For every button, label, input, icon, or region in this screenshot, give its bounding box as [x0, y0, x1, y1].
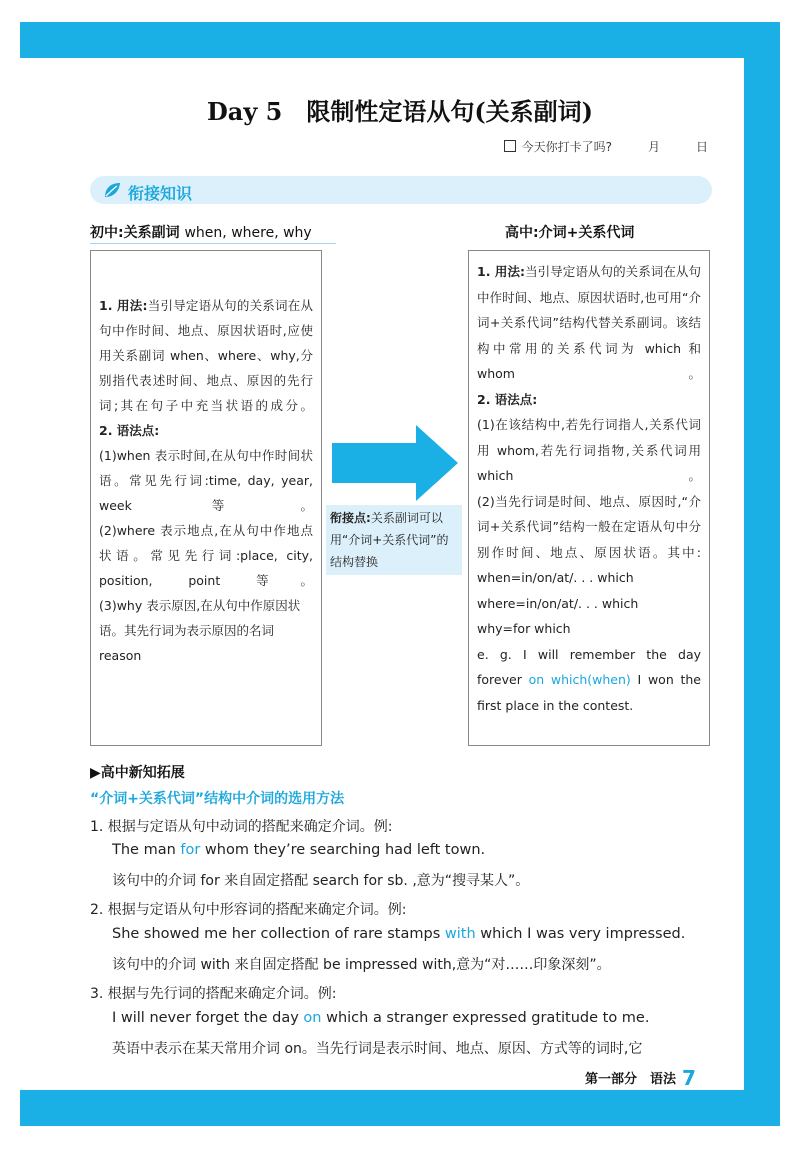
senior-heading: 高中:介词+关系代词	[505, 225, 635, 241]
senior-example-highlight: on which(when)	[528, 672, 631, 687]
extension-heading: ▶高中新知拓展	[90, 765, 185, 781]
rule-1-example-highlight: for	[180, 842, 201, 858]
bridge-note	[326, 505, 462, 575]
rule-1-note: 该句中的介词 for 来自固定搭配 search for sb. ,意为“搜寻某人”。	[112, 873, 530, 889]
rule-3-example-pre: I will never forget the day	[112, 1010, 304, 1026]
page-frame-bottom	[20, 1090, 780, 1126]
senior-usage-label: 1. 用法:	[477, 264, 526, 279]
junior-usage-label: 1. 用法:	[99, 298, 148, 313]
junior-usage-text: 当引导定语从句的关系词在从句中作时间、地点、原因状语时,应使用关系副词 when、where、why,分别指代表述时间、地点、原因的先行词;其在句子中充当状语的成分。	[99, 298, 313, 413]
extension-title: “介词+关系代词”结构中介词的选用方法	[90, 791, 345, 807]
section-header	[90, 176, 712, 204]
senior-grammar-label: 2. 语法点:	[477, 391, 538, 407]
checkin-month: 月	[647, 140, 660, 154]
checkin-text: 今天你打卡了吗?	[521, 140, 612, 154]
section-label: 衔接知识	[128, 184, 193, 203]
rule-2: 2. 根据与定语从句中形容词的搭配来确定介词。例:	[90, 902, 407, 918]
rule-1: 1. 根据与定语从句中动词的搭配来确定介词。例:	[90, 819, 393, 835]
footer-section: 第一部分 语法	[585, 1072, 677, 1087]
senior-usage-text: 当引导定语从句的关系词在从句中作时间、地点、原因状语时,也可用“介词+关系代词”结构代替关系副词。该结构中常用的关系代词为 which 和 whom。	[477, 264, 701, 381]
senior-example-post: I won the first place in the contest.	[477, 672, 701, 713]
page-frame-top	[20, 22, 780, 58]
page-frame-right	[744, 22, 780, 1090]
rule-3-note: 英语中表示在某天常用介词 on。当先行词是表示时间、地点、原因、方式等的词时,它	[112, 1041, 643, 1057]
junior-box	[90, 250, 322, 746]
formula-when: when=in/on/at/. . . which	[477, 570, 634, 585]
rule-1-example	[112, 842, 485, 858]
junior-heading	[90, 222, 312, 242]
checkin-checkbox[interactable]	[504, 140, 516, 152]
rule-3: 3. 根据与先行词的搭配来确定介词。例:	[90, 986, 337, 1002]
junior-grammar-label: 2. 语法点:	[99, 423, 160, 438]
leaf-icon	[102, 181, 122, 199]
rule-2-note: 该句中的介词 with 来自固定搭配 be impressed with,意为“对……印象深刻”。	[112, 957, 611, 973]
checkin-line	[504, 138, 708, 155]
senior-point-1: (1)在该结构中,若先行词指人,关系代词用 whom,若先行词指物,关系代词用 which。	[477, 417, 701, 483]
rule-1-example-pre: The man	[112, 842, 181, 858]
junior-point-why: (3)why 表示原因,在从句中作原因状语。其先行词为表示原因的名词 reason	[99, 598, 301, 663]
rule-3-example-highlight: on	[303, 1010, 322, 1026]
senior-example-pre: e. g. I will remember the day forever	[477, 646, 701, 687]
senior-example	[477, 642, 701, 719]
junior-heading-en: when, where, why	[184, 225, 312, 241]
rule-2-example	[112, 926, 685, 942]
junior-usage	[99, 293, 313, 418]
page-number: 7	[682, 1066, 696, 1090]
checkin-day: 日	[695, 140, 708, 154]
page-footer	[585, 1066, 696, 1090]
rule-2-example-highlight: with	[444, 926, 476, 942]
senior-usage	[477, 259, 701, 387]
formula-why: why=for which	[477, 621, 571, 636]
junior-point-when: (1)when 表示时间,在从句中作时间状语。常见先行词:time, day, year, week 等。	[99, 448, 313, 513]
senior-box	[468, 250, 710, 746]
rule-2-example-pre: She showed me her collection of rare stamps	[112, 926, 445, 942]
heading-underline	[90, 243, 336, 244]
page-title: Day 5 限制性定语从句(关系副词)	[206, 97, 594, 126]
rule-3-example-post: which a stranger expressed gratitude to me.	[321, 1010, 650, 1026]
rule-1-example-post: whom they’re searching had left town.	[200, 842, 486, 858]
bridge-label: 衔接点:	[330, 511, 371, 525]
bridge-text: 关系副词可以用“介词+关系代词”的结构替换	[330, 511, 449, 569]
senior-point-2: (2)当先行词是时间、地点、原因时,“介词+关系代词”结构一般在定语从句中分别作时间、地点、原因状语。其中:	[477, 493, 701, 560]
junior-point-where: (2)where 表示地点,在从句中作地点状语。常见先行词:place, city, position, point 等。	[99, 523, 313, 588]
formula-where: where=in/on/at/. . . which	[477, 595, 639, 611]
right-arrow-icon	[332, 425, 458, 501]
rule-3-example	[112, 1010, 649, 1026]
rule-2-example-post: which I was very impressed.	[475, 926, 686, 942]
junior-heading-cn: 初中:关系副词	[90, 225, 180, 241]
